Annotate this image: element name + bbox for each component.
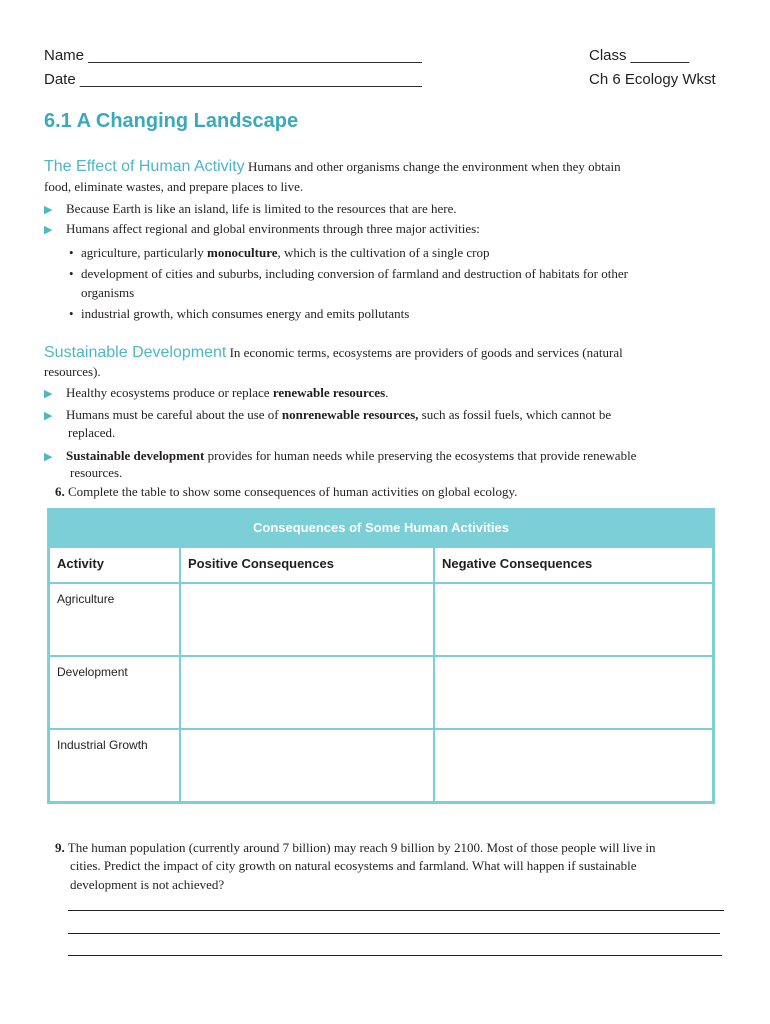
table-header-negative: Negative Consequences [435, 548, 712, 582]
point-text: Humans affect regional and global environments through three major activities: [66, 221, 480, 236]
point-text: Humans must be careful about the use of [66, 407, 282, 422]
table-header-activity: Activity [50, 548, 179, 582]
table-row-label: Industrial Growth [50, 730, 179, 801]
point-bold-term: Sustainable development [66, 448, 205, 463]
question-text-line3: development is not achieved? [70, 877, 225, 892]
agriculture-negative-input[interactable] [435, 584, 712, 655]
arrow-icon: ▶ [44, 204, 53, 216]
point-bold-term: nonrenewable resources, [281, 407, 419, 422]
question-text: Complete the table to show some consequences of human activities on global ecology. [68, 484, 518, 499]
sustainable-intro [44, 343, 623, 362]
consequences-table [47, 508, 715, 804]
bullet-text: , which is the cultivation of a single crop [277, 245, 490, 260]
list-item [69, 243, 489, 262]
worksheet-title: Ch 6 Ecology Wkst [589, 71, 716, 88]
point-text: provides for human needs while preserving the ecosystems that provide renewable [204, 448, 637, 463]
bullet-icon: • [69, 306, 74, 321]
point-text-continued: replaced. [68, 425, 116, 440]
class-field[interactable]: Class _______ [589, 47, 690, 64]
answer-line[interactable] [68, 933, 720, 934]
list-item [44, 383, 388, 404]
sustainable-heading: Sustainable Development [44, 344, 227, 361]
list-item [69, 264, 628, 283]
development-positive-input[interactable] [181, 657, 433, 728]
bullet-text: agriculture, particularly [81, 245, 207, 260]
table-title: Consequences of Some Human Activities [253, 520, 509, 535]
arrow-icon: ▶ [44, 451, 53, 463]
point-text-continued: resources. [70, 465, 123, 480]
arrow-icon: ▶ [44, 388, 53, 400]
human-activity-intro-line2: food, eliminate wastes, and prepare places to live. [44, 179, 304, 194]
table-header-positive: Positive Consequences [181, 548, 433, 582]
bullet-text-continued: organisms [81, 285, 135, 300]
point-text: Because Earth is like an island, life is limited to the resources that are here. [66, 201, 457, 216]
human-activity-intro-text: Humans and other organisms change the environment when they obtain [247, 159, 621, 174]
question-6 [55, 482, 517, 501]
bullet-bold-term: monoculture [206, 245, 278, 260]
list-item [44, 199, 457, 220]
point-text: . [385, 385, 389, 400]
arrow-icon: ▶ [44, 410, 53, 422]
bullet-text: industrial growth, which consumes energy and emits pollutants [81, 306, 410, 321]
agriculture-positive-input[interactable] [181, 584, 433, 655]
section-title [44, 110, 298, 133]
name-field[interactable]: Name ________________________________________ [44, 47, 422, 64]
list-item [69, 304, 409, 323]
table-row-label: Development [50, 657, 179, 728]
point-text: Healthy ecosystems produce or replace [66, 385, 273, 400]
bullet-text: development of cities and suburbs, including conversion of farmland and destruction of habitats for other [81, 266, 628, 281]
question-9 [55, 838, 656, 857]
bullet-icon: • [69, 266, 74, 281]
human-activity-intro [44, 157, 621, 176]
list-item [44, 405, 611, 426]
development-negative-input[interactable] [435, 657, 712, 728]
question-text: The human population (currently around 7 billion) may reach 9 billion by 2100. Most of those people will live in [67, 840, 656, 855]
answer-line[interactable] [68, 955, 722, 956]
list-item [44, 219, 480, 240]
section-number: 6.1 [44, 110, 72, 132]
human-activity-heading: The Effect of Human Activity [44, 158, 245, 175]
question-number: 9. [55, 840, 65, 855]
sustainable-intro-line2: resources). [44, 364, 101, 379]
answer-line[interactable] [68, 910, 724, 911]
question-number: 6. [55, 484, 65, 499]
list-item [44, 446, 636, 467]
industrial-negative-input[interactable] [435, 730, 712, 801]
arrow-icon: ▶ [44, 224, 53, 236]
table-row-label: Agriculture [50, 584, 179, 655]
point-bold-term: renewable resources [272, 385, 386, 400]
sustainable-intro-text: In economic terms, ecosystems are providers of goods and services (natural [229, 345, 623, 360]
date-field[interactable]: Date _________________________________________ [44, 71, 422, 88]
question-text-line2: cities. Predict the impact of city growth on natural ecosystems and farmland. What will happen if sustainable [70, 858, 637, 873]
section-title-text: A Changing Landscape [76, 110, 299, 132]
bullet-icon: • [69, 245, 74, 260]
industrial-positive-input[interactable] [181, 730, 433, 801]
point-text: such as fossil fuels, which cannot be [418, 407, 612, 422]
